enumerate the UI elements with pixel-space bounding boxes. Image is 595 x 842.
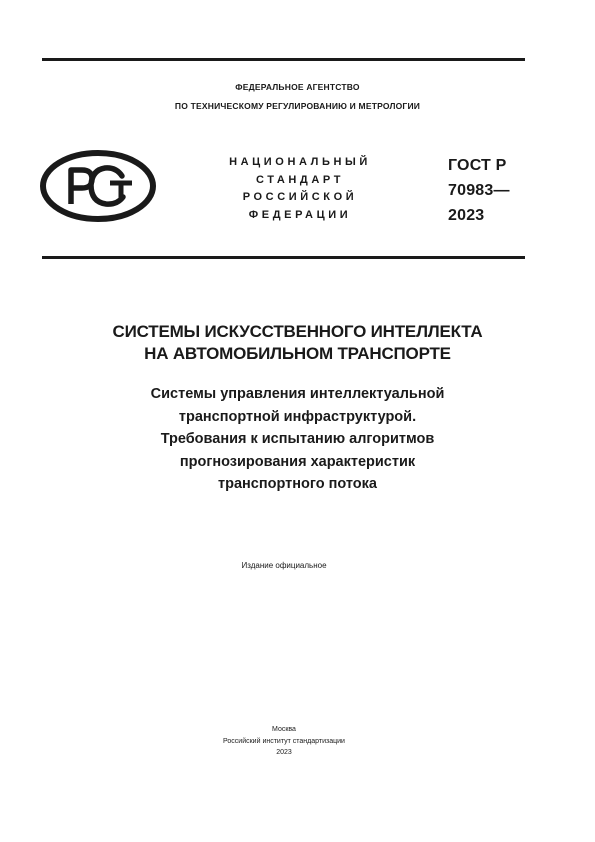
agency-name-line-1: ФЕДЕРАЛЬНОЕ АГЕНТСТВО xyxy=(235,82,360,92)
imprint-block xyxy=(0,724,568,759)
header-divider xyxy=(42,256,525,259)
subtitle-line: Требования к испытанию алгоритмов xyxy=(160,431,435,447)
top-divider xyxy=(42,58,525,61)
gost-r-emblem-icon xyxy=(40,150,158,222)
standard-type-line: НАЦИОНАЛЬНЫЙ xyxy=(229,156,371,168)
designation-line: ГОСТ Р xyxy=(448,157,507,174)
standard-type-line: РОССИЙСКОЙ xyxy=(242,191,358,203)
standard-type-line: ФЕДЕРАЦИИ xyxy=(248,208,352,221)
standard-designation xyxy=(448,153,538,228)
main-title-line: СИСТЕМЫ ИСКУССТВЕННОГО ИНТЕЛЛЕКТА xyxy=(112,322,483,341)
subtitle-line: транспортного потока xyxy=(218,476,377,492)
document-main-title xyxy=(0,321,595,365)
edition-note: Издание официальное xyxy=(241,561,327,570)
agency-name-line-2: ПО ТЕХНИЧЕСКОМУ РЕГУЛИРОВАНИЮ И МЕТРОЛОГИИ xyxy=(174,101,421,111)
subtitle-line: прогнозирования характеристик xyxy=(179,453,416,470)
standard-type-line: СТАНДАРТ xyxy=(255,173,345,186)
subtitle-line: Системы управления интеллектуальной xyxy=(150,386,445,402)
standard-type-block xyxy=(180,154,420,224)
imprint-year: 2023 xyxy=(276,749,292,756)
main-title-line: НА АВТОМОБИЛЬНОМ ТРАНСПОРТЕ xyxy=(144,344,451,363)
subtitle-line: транспортной инфраструктурой. xyxy=(178,408,417,425)
imprint-city: Москва xyxy=(272,726,296,733)
designation-line: 70983— xyxy=(448,182,510,199)
designation-line: 2023 xyxy=(448,207,485,224)
document-subtitle xyxy=(0,383,595,496)
imprint-publisher: Российский институт стандартизации xyxy=(223,737,345,745)
